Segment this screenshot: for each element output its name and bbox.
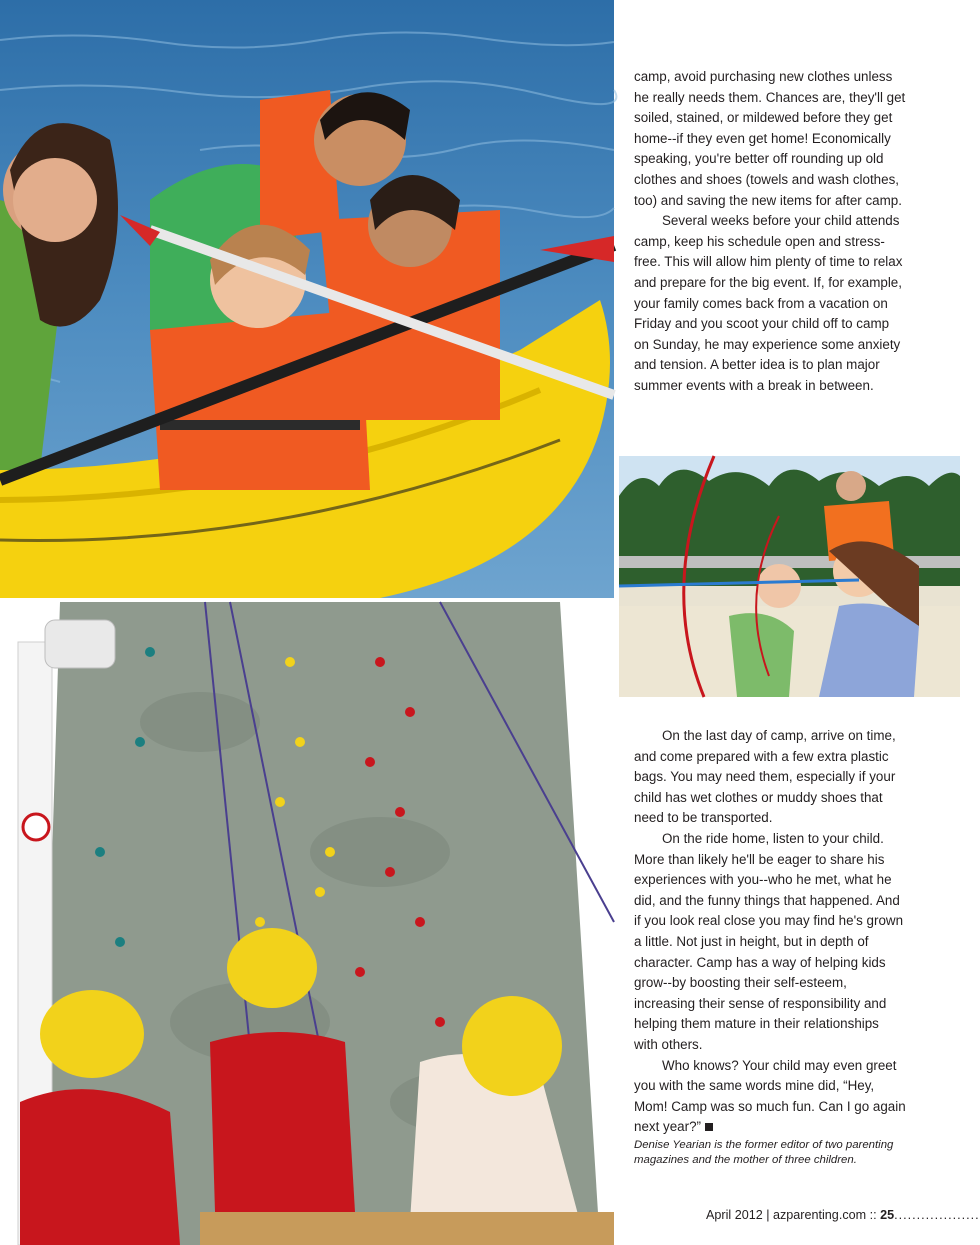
article-paragraph: camp, avoid purchasing new clothes unless he really needs them. Chances are, they'll get soiled, stained, or mildewed before they get home--if they even get home! Economically speaking, you're better off rounding up old clothes and shoes (towels and wash clothes, too) and saving the new items for after camp.: [634, 69, 906, 208]
footer-separator: |: [766, 1208, 770, 1222]
article-closing-paragraph: [634, 1056, 906, 1138]
climbing-wall-photo: [0, 602, 614, 1245]
closing-text: Who knows? Your child may even greet you with the same words mine did, “Hey, Mom! Camp was so much fun. Can I go again next year?”: [634, 1057, 906, 1135]
page-footer: [706, 1206, 980, 1224]
footer-colons: ::: [869, 1208, 877, 1222]
article-column-top: [634, 67, 906, 397]
footer-leader: ...................: [894, 1208, 980, 1222]
article-paragraph: On the ride home, listen to your child. More than likely he'll be eager to share his experiences with you--who he met, what he did, and the funny things that happened. And if you look real close you may find he's grown a little. Not just in height, but in depth of character. Camp has a way of helping kids grow--by boosting their self-esteem, increasing their sense of responsibility and helping them mature in their relationships with others.: [634, 830, 904, 1052]
page-number: 25: [880, 1208, 895, 1222]
issue-date: April 2012: [706, 1208, 763, 1222]
article-column-bottom: [634, 726, 906, 1168]
archery-photo: [619, 456, 960, 697]
article-paragraph: Several weeks before your child attends camp, keep his schedule open and stress-free. This will allow him plenty of time to relax and prepare for the big event. If, for example, your family comes back from a vacation on Friday and you scoot your child off to camp on Sunday, he may experience some anxiety and tension. A better idea is to plan major summer events with a break in between.: [634, 213, 903, 393]
author-bio: Denise Yearian is the former editor of two parenting magazines and the mother of three children.: [634, 1138, 894, 1166]
website-link[interactable]: azparenting.com: [773, 1208, 867, 1222]
kayak-photo: [0, 0, 614, 598]
article-paragraph: On the last day of camp, arrive on time, and come prepared with a few extra plastic bags. You may need them, especially if your child has wet clothes or muddy shoes that need to be transported.: [634, 728, 896, 826]
end-mark-icon: [705, 1123, 713, 1131]
